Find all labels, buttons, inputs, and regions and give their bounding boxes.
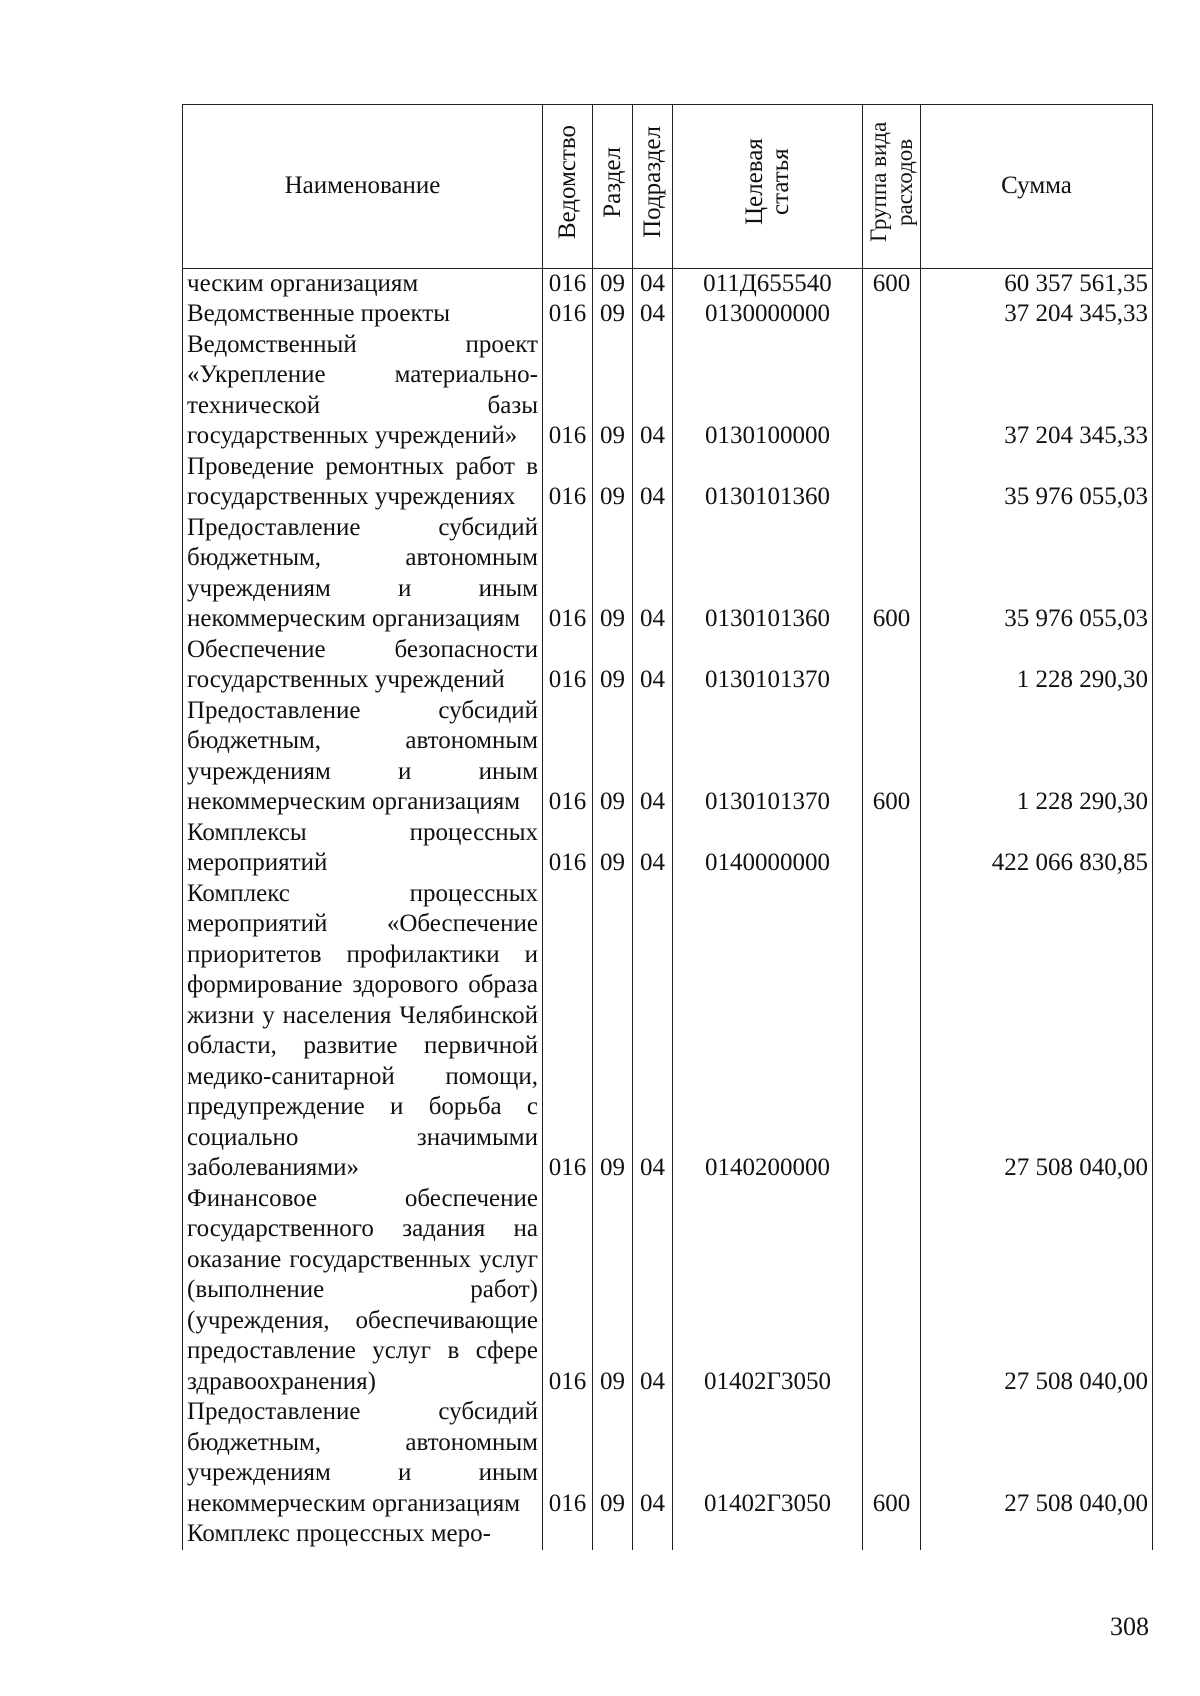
- row-summa: 60 357 561,35: [921, 268, 1153, 299]
- row-razdel: [593, 1519, 633, 1550]
- header-razdel: Раздел: [593, 105, 633, 269]
- table-row: [183, 330, 1153, 452]
- row-name: Проведение ремонтных работ в государственных учреждениях: [183, 452, 543, 513]
- row-gruppa-vida: 600: [863, 1397, 921, 1519]
- row-name: Комплексы процессных мероприятий: [183, 818, 543, 879]
- row-name: Предоставление субсидий бюджетным, автономным учреждениям и иным некоммерческим организациям: [183, 696, 543, 818]
- row-celevaya-statya: 0130101370: [673, 696, 863, 818]
- table-row: [183, 299, 1153, 330]
- row-gruppa-vida: [863, 1519, 921, 1550]
- row-gruppa-vida: [863, 1184, 921, 1398]
- header-row: [183, 105, 1153, 269]
- row-podrazdel: 04: [633, 818, 673, 879]
- row-podrazdel: 04: [633, 513, 673, 635]
- row-name: Предоставление субсидий бюджетным, автономным учреждениям и иным некоммерческим организациям: [183, 1397, 543, 1519]
- row-gruppa-vida: 600: [863, 696, 921, 818]
- row-name: Ведомственные проекты: [183, 299, 543, 330]
- table-row: [183, 1519, 1153, 1550]
- header-vedomstvo: Ведомство: [543, 105, 593, 269]
- row-name: Ведомственный проект «Укрепление материально-технической базы государственных учреждений»: [183, 330, 543, 452]
- row-celevaya-statya: 011Д655540: [673, 268, 863, 299]
- row-razdel: 09: [593, 330, 633, 452]
- row-razdel: 09: [593, 1184, 633, 1398]
- table-row: [183, 1397, 1153, 1519]
- row-summa: 37 204 345,33: [921, 299, 1153, 330]
- row-gruppa-vida: [863, 818, 921, 879]
- row-vedomstvo: 016: [543, 696, 593, 818]
- row-vedomstvo: 016: [543, 513, 593, 635]
- row-summa: 37 204 345,33: [921, 330, 1153, 452]
- header-podrazdel: Подраздел: [633, 105, 673, 269]
- page-number: 308: [1110, 1612, 1149, 1641]
- row-name: Финансовое обеспечение государственного задания на оказание государственных услуг (выполнение работ) (учреждения, обеспечивающие предоставление услуг в сфере здравоохранения): [183, 1184, 543, 1398]
- row-podrazdel: 04: [633, 635, 673, 696]
- table-row: [183, 513, 1153, 635]
- row-razdel: 09: [593, 696, 633, 818]
- row-celevaya-statya: 01402Г3050: [673, 1184, 863, 1398]
- row-summa: 27 508 040,00: [921, 1397, 1153, 1519]
- row-name: Комплекс процессных меро-: [183, 1519, 543, 1550]
- row-vedomstvo: 016: [543, 330, 593, 452]
- row-celevaya-statya: 0140000000: [673, 818, 863, 879]
- row-celevaya-statya: 0140200000: [673, 879, 863, 1184]
- table-row: [183, 635, 1153, 696]
- row-name: Комплекс процессных мероприятий «Обеспечение приоритетов профилактики и формирование здорового образа жизни у населения Челябинской области, развитие первичной медико-санитарной помощи, предупреждение и борьба с социально значимыми заболеваниями»: [183, 879, 543, 1184]
- row-razdel: 09: [593, 879, 633, 1184]
- row-podrazdel: [633, 1519, 673, 1550]
- row-vedomstvo: 016: [543, 879, 593, 1184]
- row-vedomstvo: [543, 1519, 593, 1550]
- row-gruppa-vida: 600: [863, 513, 921, 635]
- row-podrazdel: 04: [633, 1184, 673, 1398]
- row-summa: 35 976 055,03: [921, 513, 1153, 635]
- row-vedomstvo: 016: [543, 268, 593, 299]
- row-name: Предоставление субсидий бюджетным, автономным учреждениям и иным некоммерческим организациям: [183, 513, 543, 635]
- row-razdel: 09: [593, 1397, 633, 1519]
- table-row: [183, 818, 1153, 879]
- row-summa: 422 066 830,85: [921, 818, 1153, 879]
- header-gruppa-vida-rashodov: Группа вида расходов: [863, 105, 921, 269]
- row-celevaya-statya: 0130100000: [673, 330, 863, 452]
- row-gruppa-vida: [863, 452, 921, 513]
- table-row: [183, 696, 1153, 818]
- header-summa: Сумма: [921, 105, 1153, 269]
- row-name: ческим организациям: [183, 268, 543, 299]
- row-podrazdel: 04: [633, 268, 673, 299]
- header-name: Наименование: [183, 105, 543, 269]
- row-razdel: 09: [593, 452, 633, 513]
- row-summa: 27 508 040,00: [921, 879, 1153, 1184]
- row-gruppa-vida: [863, 299, 921, 330]
- row-podrazdel: 04: [633, 1397, 673, 1519]
- budget-table: [182, 104, 1153, 1550]
- row-celevaya-statya: 0130000000: [673, 299, 863, 330]
- row-vedomstvo: 016: [543, 635, 593, 696]
- row-razdel: 09: [593, 268, 633, 299]
- row-podrazdel: 04: [633, 452, 673, 513]
- row-vedomstvo: 016: [543, 1397, 593, 1519]
- row-celevaya-statya: [673, 1519, 863, 1550]
- row-summa: 1 228 290,30: [921, 635, 1153, 696]
- row-razdel: 09: [593, 513, 633, 635]
- row-gruppa-vida: [863, 879, 921, 1184]
- row-gruppa-vida: [863, 635, 921, 696]
- header-celevaya-statya: Целевая статья: [673, 105, 863, 269]
- row-podrazdel: 04: [633, 299, 673, 330]
- row-celevaya-statya: 0130101360: [673, 513, 863, 635]
- row-razdel: 09: [593, 818, 633, 879]
- row-podrazdel: 04: [633, 696, 673, 818]
- table-row: [183, 268, 1153, 299]
- row-gruppa-vida: 600: [863, 268, 921, 299]
- row-gruppa-vida: [863, 330, 921, 452]
- row-vedomstvo: 016: [543, 452, 593, 513]
- row-vedomstvo: 016: [543, 1184, 593, 1398]
- table-row: [183, 1184, 1153, 1398]
- row-summa: [921, 1519, 1153, 1550]
- row-vedomstvo: 016: [543, 818, 593, 879]
- row-summa: 35 976 055,03: [921, 452, 1153, 513]
- row-celevaya-statya: 0130101360: [673, 452, 863, 513]
- row-razdel: 09: [593, 299, 633, 330]
- row-summa: 27 508 040,00: [921, 1184, 1153, 1398]
- table-row: [183, 452, 1153, 513]
- row-celevaya-statya: 01402Г3050: [673, 1397, 863, 1519]
- row-podrazdel: 04: [633, 879, 673, 1184]
- row-vedomstvo: 016: [543, 299, 593, 330]
- row-name: Обеспечение безопасности государственных учреждений: [183, 635, 543, 696]
- row-razdel: 09: [593, 635, 633, 696]
- row-podrazdel: 04: [633, 330, 673, 452]
- row-summa: 1 228 290,30: [921, 696, 1153, 818]
- row-celevaya-statya: 0130101370: [673, 635, 863, 696]
- table-row: [183, 879, 1153, 1184]
